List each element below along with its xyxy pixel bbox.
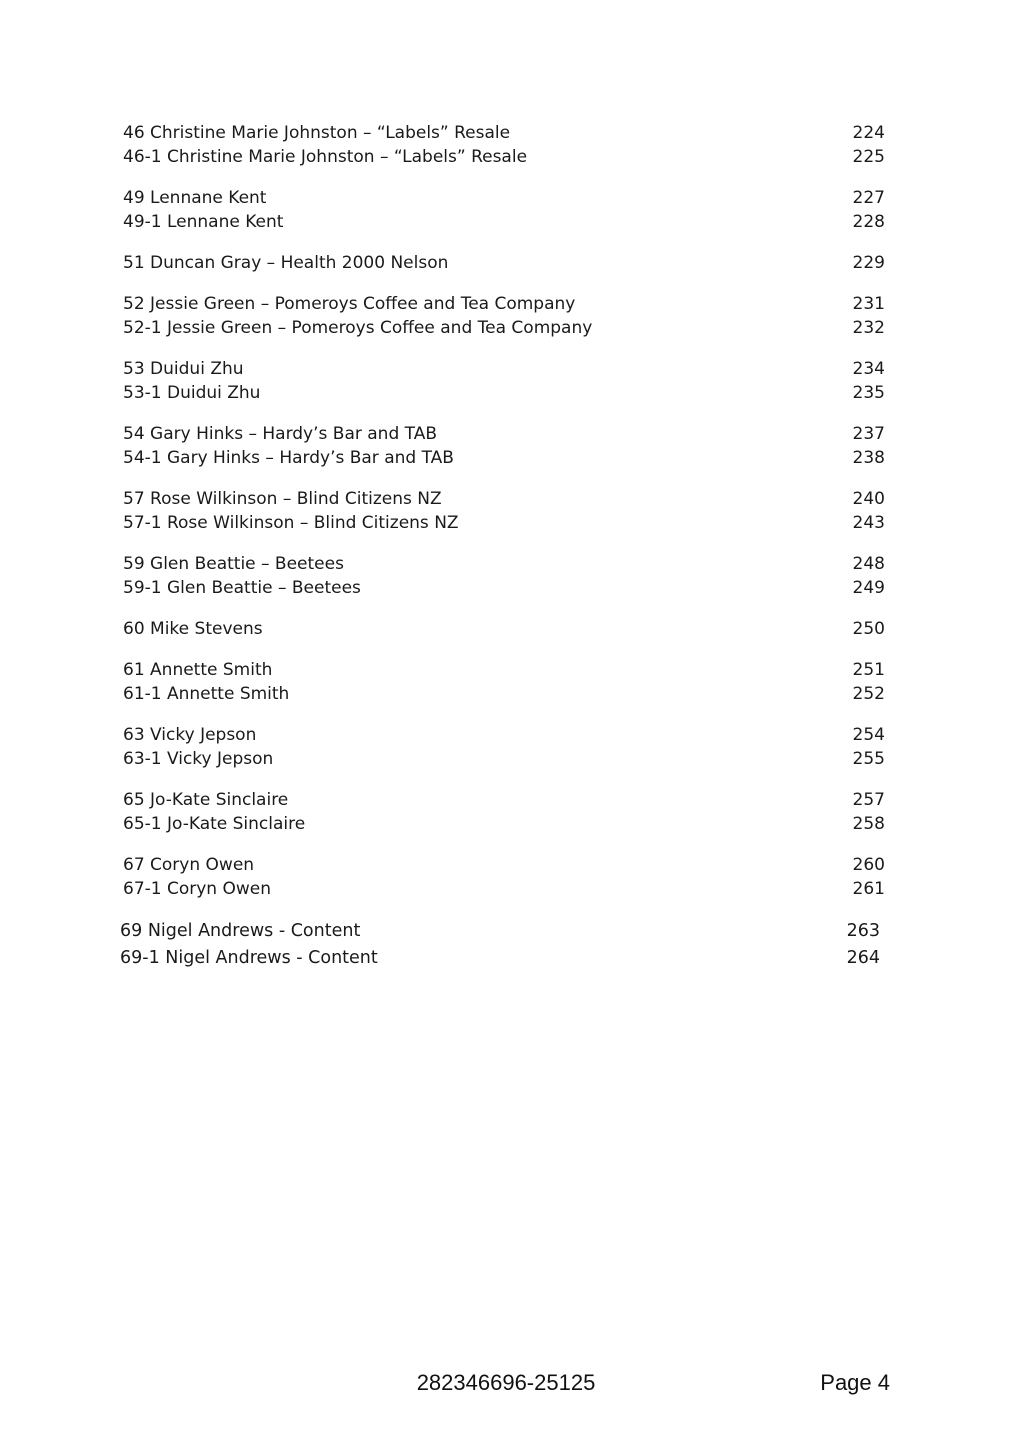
toc-entry xyxy=(123,658,885,682)
toc-entry-page: 260 xyxy=(852,855,885,875)
toc-entry xyxy=(123,357,885,381)
toc-entry xyxy=(123,617,885,641)
toc-entry-page: 248 xyxy=(852,554,885,574)
toc-entry-title: 53 Duidui Zhu xyxy=(123,359,244,379)
footer-document-id: 282346696-25125 xyxy=(416,1370,596,1395)
toc-entry-title: 69 Nigel Andrews - Content xyxy=(120,921,361,941)
toc-entry-page: 252 xyxy=(852,684,885,704)
toc-entry xyxy=(123,316,885,340)
toc-entry-page: 238 xyxy=(852,448,885,468)
toc-entry xyxy=(123,251,885,275)
toc-entry-title: 67-1 Coryn Owen xyxy=(123,879,272,899)
toc-entry-page: 232 xyxy=(852,318,885,338)
toc-entry-title: 65 Jo-Kate Sinclaire xyxy=(123,790,289,810)
toc-entry-title: 46-1 Christine Marie Johnston – “Labels” Resale xyxy=(123,147,528,167)
toc-entry xyxy=(123,747,885,771)
toc-entry-page: 224 xyxy=(852,123,885,143)
toc-group xyxy=(123,357,885,405)
footer-page-number: Page 4 xyxy=(820,1370,890,1395)
toc-entry-title: 49-1 Lennane Kent xyxy=(123,212,284,232)
toc-entry-page: 251 xyxy=(852,660,885,680)
toc-entry xyxy=(123,853,885,877)
toc-entry-page: 250 xyxy=(852,619,885,639)
toc-group xyxy=(123,658,885,706)
toc-entry-page: 243 xyxy=(852,513,885,533)
toc-entry-page: 240 xyxy=(852,489,885,509)
toc-entry-title: 46 Christine Marie Johnston – “Labels” Resale xyxy=(123,123,511,143)
toc-entry-page: 261 xyxy=(852,879,885,899)
toc-entry xyxy=(123,788,885,812)
toc-entry xyxy=(120,918,885,945)
toc-entry xyxy=(123,682,885,706)
toc-entry xyxy=(123,487,885,511)
toc-group xyxy=(123,617,885,641)
toc-entry xyxy=(123,723,885,747)
toc-group xyxy=(123,292,885,340)
toc-entry-title: 57-1 Rose Wilkinson – Blind Citizens NZ xyxy=(123,513,459,533)
toc-entry xyxy=(123,186,885,210)
toc-group xyxy=(123,121,885,169)
toc-entry-page: 237 xyxy=(852,424,885,444)
toc-entry-title: 67 Coryn Owen xyxy=(123,855,255,875)
toc-entry xyxy=(123,812,885,836)
toc-group xyxy=(123,186,885,234)
toc-entry-title: 54-1 Gary Hinks – Hardy’s Bar and TAB xyxy=(123,448,454,468)
toc-entry xyxy=(123,381,885,405)
toc-entry-title: 61-1 Annette Smith xyxy=(123,684,290,704)
toc-entry-page: 257 xyxy=(852,790,885,810)
toc-entry-title: 52 Jessie Green – Pomeroys Coffee and Tea Company xyxy=(123,294,576,314)
toc-entry-title: 52-1 Jessie Green – Pomeroys Coffee and Tea Company xyxy=(123,318,593,338)
toc-entry xyxy=(120,945,885,972)
toc-entry xyxy=(123,511,885,535)
toc-entry xyxy=(123,877,885,901)
toc-entry-title: 63 Vicky Jepson xyxy=(123,725,257,745)
toc-group xyxy=(123,853,885,901)
toc-entry-title: 59-1 Glen Beattie – Beetees xyxy=(123,578,361,598)
toc-entry-page: 264 xyxy=(846,948,880,968)
toc-entry-page: 249 xyxy=(852,578,885,598)
toc-entry-page: 263 xyxy=(846,921,880,941)
toc-entry xyxy=(123,576,885,600)
toc-entry-page: 254 xyxy=(852,725,885,745)
toc-group xyxy=(123,552,885,600)
toc-group xyxy=(123,251,885,275)
toc-entry-title: 57 Rose Wilkinson – Blind Citizens NZ xyxy=(123,489,442,509)
toc-entry-page: 258 xyxy=(852,814,885,834)
toc-entry-page: 235 xyxy=(852,383,885,403)
toc-entry xyxy=(123,552,885,576)
toc-entry xyxy=(123,292,885,316)
toc-entry xyxy=(123,446,885,470)
toc-entry-title: 53-1 Duidui Zhu xyxy=(123,383,261,403)
toc-entry-title: 51 Duncan Gray – Health 2000 Nelson xyxy=(123,253,449,273)
toc-entry-title: 59 Glen Beattie – Beetees xyxy=(123,554,344,574)
toc-group xyxy=(123,788,885,836)
toc-group xyxy=(123,723,885,771)
toc-entry-page: 255 xyxy=(852,749,885,769)
toc-entry-title: 54 Gary Hinks – Hardy’s Bar and TAB xyxy=(123,424,437,444)
toc-entry-title: 65-1 Jo-Kate Sinclaire xyxy=(123,814,306,834)
toc-entry xyxy=(123,210,885,234)
toc-entry-page: 229 xyxy=(852,253,885,273)
toc-entry-page: 231 xyxy=(852,294,885,314)
toc-entry-title: 61 Annette Smith xyxy=(123,660,273,680)
toc-entry xyxy=(123,422,885,446)
toc-entry-title: 69-1 Nigel Andrews - Content xyxy=(120,948,378,968)
toc-entry-title: 60 Mike Stevens xyxy=(123,619,263,639)
toc-entry-page: 227 xyxy=(852,188,885,208)
toc-entry-title: 63-1 Vicky Jepson xyxy=(123,749,274,769)
toc-group xyxy=(123,487,885,535)
toc-entry-page: 225 xyxy=(852,147,885,167)
toc-entry-page: 228 xyxy=(852,212,885,232)
toc-entry xyxy=(123,145,885,169)
toc-entry-title: 49 Lennane Kent xyxy=(123,188,267,208)
toc-entry-page: 234 xyxy=(852,359,885,379)
table-of-contents xyxy=(120,121,885,989)
toc-group xyxy=(123,422,885,470)
toc-entry xyxy=(123,121,885,145)
toc-group xyxy=(120,918,885,972)
